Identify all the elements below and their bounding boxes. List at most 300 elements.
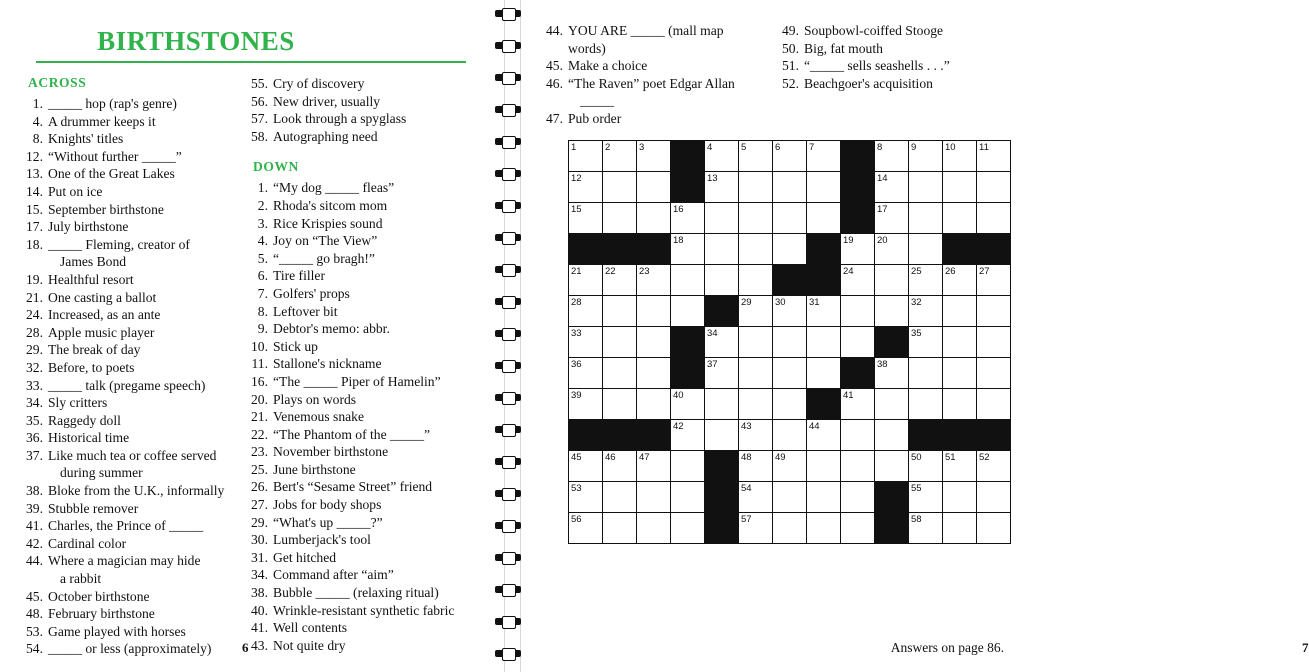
grid-cell[interactable] (841, 265, 875, 296)
clue-number: 54. (26, 641, 43, 657)
grid-cell[interactable] (671, 234, 705, 265)
grid-cell[interactable] (807, 513, 841, 544)
clue-text: Not quite dry (273, 637, 346, 653)
grid-cell[interactable] (841, 513, 875, 544)
grid-cell-block (875, 513, 909, 544)
clue-text: Stubble remover (48, 500, 139, 516)
grid-cell-number: 25 (911, 266, 922, 277)
grid-cell-number: 1 (571, 142, 577, 153)
grid-cell[interactable] (875, 389, 909, 420)
clue-number: 56. (251, 93, 268, 109)
binding-ring (495, 234, 521, 241)
grid-cell-number: 34 (707, 328, 718, 339)
grid-cell[interactable] (603, 327, 637, 358)
grid-cell[interactable] (739, 234, 773, 265)
clue-number: 1. (32, 96, 43, 111)
clue-text: Autographing need (273, 128, 378, 144)
grid-row (569, 141, 1011, 172)
grid-cell[interactable] (671, 420, 705, 451)
across-clue (26, 640, 231, 658)
grid-cell[interactable] (603, 482, 637, 513)
grid-cell[interactable] (807, 203, 841, 234)
grid-cell-block (637, 420, 671, 451)
clue-number: 28. (26, 324, 43, 340)
down-clue (251, 602, 456, 620)
grid-cell-block (671, 358, 705, 389)
grid-cell[interactable] (569, 327, 603, 358)
grid-cell[interactable] (671, 389, 705, 420)
grid-cell[interactable] (637, 172, 671, 203)
grid-cell[interactable] (977, 389, 1011, 420)
clue-text: Stick up (273, 338, 318, 354)
grid-cell-number: 11 (979, 142, 989, 153)
grid-cell[interactable] (773, 513, 807, 544)
grid-cell[interactable] (603, 296, 637, 327)
down-clue (251, 303, 456, 321)
binding-ring (495, 298, 521, 305)
grid-cell[interactable] (705, 265, 739, 296)
down-clue (546, 110, 764, 128)
down-clue (251, 478, 456, 496)
clue-number: 21. (26, 289, 43, 305)
grid-cell[interactable] (569, 482, 603, 513)
clue-number: 13. (26, 166, 43, 182)
clue-number: 45. (546, 58, 563, 74)
clue-text: A drummer keeps it (48, 113, 156, 129)
clue-number: 32. (26, 359, 43, 375)
grid-cell[interactable] (603, 203, 637, 234)
grid-cell[interactable] (977, 296, 1011, 327)
binding-ring (495, 138, 521, 145)
grid-cell[interactable] (739, 482, 773, 513)
grid-cell[interactable] (909, 265, 943, 296)
answers-note: Answers on page 86. (890, 640, 1004, 655)
grid-cell-number: 20 (877, 235, 888, 246)
grid-cell[interactable] (977, 358, 1011, 389)
grid-cell-block (569, 420, 603, 451)
grid-cell[interactable] (841, 296, 875, 327)
clue-text: Jobs for body shops (273, 497, 382, 513)
grid-cell-number: 21 (571, 266, 582, 277)
clue-text: Plays on words (273, 391, 357, 407)
clue-number: 8. (257, 303, 268, 319)
clue-text: “Without further _____” (48, 148, 182, 164)
grid-cell[interactable] (603, 172, 637, 203)
grid-cell-number: 2 (605, 142, 611, 153)
down-clue (251, 320, 456, 338)
grid-row (569, 389, 1011, 420)
grid-cell[interactable] (807, 482, 841, 513)
grid-cell[interactable] (943, 389, 977, 420)
grid-cell[interactable] (977, 265, 1011, 296)
clue-text: Before, to poets (48, 359, 135, 375)
grid-cell-block (943, 420, 977, 451)
grid-cell[interactable] (637, 203, 671, 234)
across-clue (26, 201, 231, 219)
grid-cell[interactable] (909, 141, 943, 172)
grid-cell[interactable] (977, 451, 1011, 482)
clue-text: Sly critters (48, 395, 108, 411)
grid-cell-number: 44 (809, 421, 820, 432)
grid-cell[interactable] (875, 234, 909, 265)
grid-cell-number: 57 (741, 514, 752, 525)
grid-cell[interactable] (739, 265, 773, 296)
binding-ring (495, 74, 521, 81)
clue-number: 5. (257, 250, 268, 266)
clue-text: Wrinkle-resistant synthetic fabric (273, 602, 455, 618)
grid-row (569, 265, 1011, 296)
grid-cell-block (807, 389, 841, 420)
grid-cell[interactable] (603, 513, 637, 544)
grid-cell[interactable] (773, 389, 807, 420)
down-clue (782, 57, 1000, 75)
grid-cell[interactable] (909, 389, 943, 420)
down-clue (251, 285, 456, 303)
across-clue (26, 95, 231, 113)
grid-row (569, 513, 1011, 544)
grid-cell[interactable] (909, 482, 943, 513)
down-clue (546, 75, 764, 110)
grid-cell[interactable] (875, 141, 909, 172)
grid-cell[interactable] (943, 172, 977, 203)
grid-cell[interactable] (739, 172, 773, 203)
grid-cell[interactable] (569, 358, 603, 389)
grid-cell-number: 27 (979, 266, 990, 277)
grid-cell[interactable] (739, 296, 773, 327)
grid-cell[interactable] (909, 513, 943, 544)
clue-text: Big, fat mouth (804, 40, 883, 56)
clue-number: 22. (251, 426, 268, 442)
grid-cell-block (569, 234, 603, 265)
grid-cell[interactable] (773, 327, 807, 358)
grid-cell[interactable] (569, 203, 603, 234)
across-clue (26, 306, 231, 324)
grid-cell[interactable] (773, 451, 807, 482)
grid-cell[interactable] (773, 234, 807, 265)
across-clue (26, 412, 231, 430)
grid-cell[interactable] (739, 327, 773, 358)
grid-cell-number: 54 (741, 483, 752, 494)
grid-cell-number: 23 (639, 266, 650, 277)
grid-cell[interactable] (977, 327, 1011, 358)
binding-ring (495, 554, 521, 561)
grid-cell[interactable] (773, 141, 807, 172)
down-clue (546, 22, 764, 57)
grid-cell[interactable] (569, 296, 603, 327)
grid-cell-number: 36 (571, 359, 582, 370)
grid-cell[interactable] (943, 265, 977, 296)
down-clue (251, 637, 456, 655)
clue-text: Healthful resort (48, 271, 134, 287)
across-clue-list-1 (26, 95, 231, 658)
grid-cell[interactable] (875, 203, 909, 234)
grid-cell[interactable] (705, 327, 739, 358)
down-clue (251, 355, 456, 373)
grid-cell-number: 32 (911, 297, 922, 308)
grid-cell[interactable] (943, 203, 977, 234)
grid-cell[interactable] (875, 296, 909, 327)
grid-cell[interactable] (569, 451, 603, 482)
grid-cell[interactable] (943, 327, 977, 358)
clue-text: Charles, the Prince of _____ (48, 518, 204, 534)
grid-cell[interactable] (977, 172, 1011, 203)
grid-cell[interactable] (637, 389, 671, 420)
grid-cell[interactable] (807, 358, 841, 389)
grid-cell[interactable] (841, 234, 875, 265)
clue-number: 42. (26, 535, 43, 551)
across-clue (251, 75, 456, 93)
clue-text: Bloke from the U.K., informally (48, 483, 225, 499)
grid-cell[interactable] (875, 420, 909, 451)
clue-number: 46. (546, 75, 563, 91)
grid-cell[interactable] (739, 141, 773, 172)
grid-cell[interactable] (569, 141, 603, 172)
grid-cell-number: 5 (741, 142, 747, 153)
grid-cell[interactable] (569, 172, 603, 203)
binding-ring (495, 394, 521, 401)
grid-cell[interactable] (671, 265, 705, 296)
grid-cell[interactable] (705, 234, 739, 265)
down-column-3 (782, 22, 1000, 128)
grid-cell[interactable] (909, 451, 943, 482)
across-clue (251, 93, 456, 111)
grid-cell[interactable] (841, 451, 875, 482)
grid-cell[interactable] (807, 420, 841, 451)
down-clue-columns (546, 22, 1000, 128)
grid-cell-number: 49 (775, 452, 786, 463)
grid-cell[interactable] (671, 482, 705, 513)
grid-cell[interactable] (875, 265, 909, 296)
grid-cell[interactable] (739, 203, 773, 234)
clue-number: 37. (26, 447, 43, 463)
grid-cell[interactable] (739, 358, 773, 389)
grid-cell[interactable] (705, 172, 739, 203)
clue-text: Get hitched (273, 549, 337, 565)
clue-text: _____ Fleming, creator of James Bond (48, 236, 190, 270)
grid-cell-number: 22 (605, 266, 616, 277)
grid-cell[interactable] (705, 358, 739, 389)
grid-cell[interactable] (977, 203, 1011, 234)
grid-cell[interactable] (603, 358, 637, 389)
grid-cell-number: 41 (843, 390, 854, 401)
clue-number: 8. (32, 131, 43, 147)
down-clue (251, 443, 456, 461)
binding-ring (495, 202, 521, 209)
clue-number: 44. (26, 553, 43, 569)
grid-cell[interactable] (773, 296, 807, 327)
grid-cell[interactable] (705, 203, 739, 234)
binding-ring (495, 650, 521, 657)
clue-text: Well contents (273, 620, 348, 636)
clue-number: 1. (257, 180, 268, 196)
across-clue (26, 447, 231, 482)
down-clue (251, 232, 456, 250)
clue-number: 4. (32, 113, 43, 129)
down-clue (251, 408, 456, 426)
grid-cell[interactable] (943, 358, 977, 389)
grid-cell[interactable] (637, 482, 671, 513)
grid-cell[interactable] (875, 358, 909, 389)
grid-cell[interactable] (637, 451, 671, 482)
grid-cell-number: 52 (979, 452, 990, 463)
grid-cell-number: 40 (673, 390, 684, 401)
grid-cell[interactable] (739, 451, 773, 482)
clue-text: Historical time (48, 430, 130, 446)
grid-cell[interactable] (637, 327, 671, 358)
down-clue (251, 338, 456, 356)
grid-cell[interactable] (909, 296, 943, 327)
clue-text: Game played with horses (48, 623, 186, 639)
grid-cell[interactable] (807, 296, 841, 327)
clue-text: Put on ice (48, 183, 103, 199)
grid-cell[interactable] (705, 420, 739, 451)
clue-text: Joy on “The View” (273, 233, 378, 249)
clue-text: Apple music player (48, 324, 155, 340)
grid-cell-number: 37 (707, 359, 718, 370)
grid-cell[interactable] (671, 513, 705, 544)
grid-cell[interactable] (671, 296, 705, 327)
grid-cell[interactable] (807, 327, 841, 358)
grid-cell[interactable] (875, 172, 909, 203)
grid-cell[interactable] (671, 203, 705, 234)
grid-cell-block (705, 451, 739, 482)
grid-cell[interactable] (603, 141, 637, 172)
grid-cell[interactable] (977, 141, 1011, 172)
grid-cell-block (841, 141, 875, 172)
grid-cell[interactable] (943, 513, 977, 544)
clue-text: “The Raven” poet Edgar Allan _____ (568, 75, 735, 109)
grid-cell-block (841, 358, 875, 389)
clue-text: The break of day (48, 342, 141, 358)
grid-cell[interactable] (773, 172, 807, 203)
clue-number: 35. (26, 412, 43, 428)
across-clue (26, 289, 231, 307)
grid-cell[interactable] (807, 172, 841, 203)
down-clue (251, 549, 456, 567)
grid-row (569, 327, 1011, 358)
grid-cell[interactable] (603, 451, 637, 482)
grid-cell[interactable] (977, 513, 1011, 544)
grid-cell[interactable] (739, 513, 773, 544)
grid-cell[interactable] (841, 327, 875, 358)
binding-ring (495, 266, 521, 273)
clue-number: 36. (26, 430, 43, 446)
grid-cell[interactable] (875, 451, 909, 482)
grid-cell-block (637, 234, 671, 265)
grid-cell[interactable] (807, 451, 841, 482)
clue-text: June birthstone (273, 461, 356, 477)
clue-number: 58. (251, 128, 268, 144)
across-clue (26, 535, 231, 553)
clue-number: 33. (26, 377, 43, 393)
grid-cell[interactable] (671, 451, 705, 482)
grid-cell[interactable] (841, 482, 875, 513)
grid-cell[interactable] (773, 482, 807, 513)
grid-cell[interactable] (977, 482, 1011, 513)
clue-number: 18. (26, 236, 43, 252)
grid-cell[interactable] (603, 389, 637, 420)
grid-cell[interactable] (569, 265, 603, 296)
grid-cell[interactable] (909, 203, 943, 234)
grid-cell[interactable] (569, 513, 603, 544)
grid-cell[interactable] (637, 141, 671, 172)
grid-cell-block (977, 234, 1011, 265)
grid-cell[interactable] (943, 296, 977, 327)
binding-ring (495, 362, 521, 369)
grid-cell[interactable] (773, 358, 807, 389)
grid-cell[interactable] (909, 358, 943, 389)
across-clue (251, 110, 456, 128)
clue-text: Make a choice (568, 58, 648, 74)
grid-cell[interactable] (637, 296, 671, 327)
grid-cell[interactable] (569, 389, 603, 420)
clue-number: 25. (251, 461, 268, 477)
clue-text: Stallone's nickname (273, 356, 382, 372)
grid-cell-block (705, 513, 739, 544)
grid-cell[interactable] (943, 451, 977, 482)
clue-number: 44. (546, 23, 563, 38)
clue-text: Pub order (568, 110, 622, 126)
clue-number: 45. (26, 588, 43, 604)
grid-cell-block (875, 327, 909, 358)
grid-cell-block (841, 203, 875, 234)
clue-number: 3. (257, 215, 268, 231)
grid-cell[interactable] (943, 141, 977, 172)
down-heading: DOWN (253, 159, 299, 175)
grid-cell-number: 38 (877, 359, 888, 370)
grid-cell[interactable] (841, 420, 875, 451)
grid-cell-number: 28 (571, 297, 582, 308)
grid-cell[interactable] (603, 265, 637, 296)
grid-cell-block (943, 234, 977, 265)
clue-text: September birthstone (48, 201, 164, 217)
down-clue (251, 496, 456, 514)
grid-cell-number: 6 (775, 142, 781, 153)
down-clue (251, 461, 456, 479)
grid-cell[interactable] (773, 420, 807, 451)
grid-cell[interactable] (637, 513, 671, 544)
grid-cell[interactable] (909, 172, 943, 203)
across-clue (26, 482, 231, 500)
clue-number: 6. (257, 268, 268, 284)
grid-cell[interactable] (841, 389, 875, 420)
grid-cell[interactable] (739, 389, 773, 420)
down-clue (251, 566, 456, 584)
clue-number: 21. (251, 409, 268, 425)
grid-cell[interactable] (739, 420, 773, 451)
grid-cell[interactable] (909, 327, 943, 358)
grid-cell[interactable] (705, 141, 739, 172)
clue-number: 48. (26, 606, 43, 622)
clue-text: “_____ go bragh!” (273, 250, 375, 266)
clue-number: 31. (251, 549, 268, 565)
grid-cell[interactable] (943, 482, 977, 513)
grid-cell[interactable] (807, 141, 841, 172)
grid-cell[interactable] (909, 234, 943, 265)
grid-cell[interactable] (637, 265, 671, 296)
grid-cell[interactable] (773, 203, 807, 234)
grid-cell[interactable] (637, 358, 671, 389)
clue-number: 34. (26, 395, 43, 411)
clue-number: 20. (251, 391, 268, 407)
crossword-grid[interactable] (568, 140, 1011, 544)
grid-cell-number: 56 (571, 514, 582, 525)
grid-cell[interactable] (705, 389, 739, 420)
binding-ring (495, 10, 521, 17)
clue-text: Increased, as an ante (48, 307, 161, 323)
across-down-column (251, 75, 456, 658)
grid-cell-number: 51 (945, 452, 956, 463)
